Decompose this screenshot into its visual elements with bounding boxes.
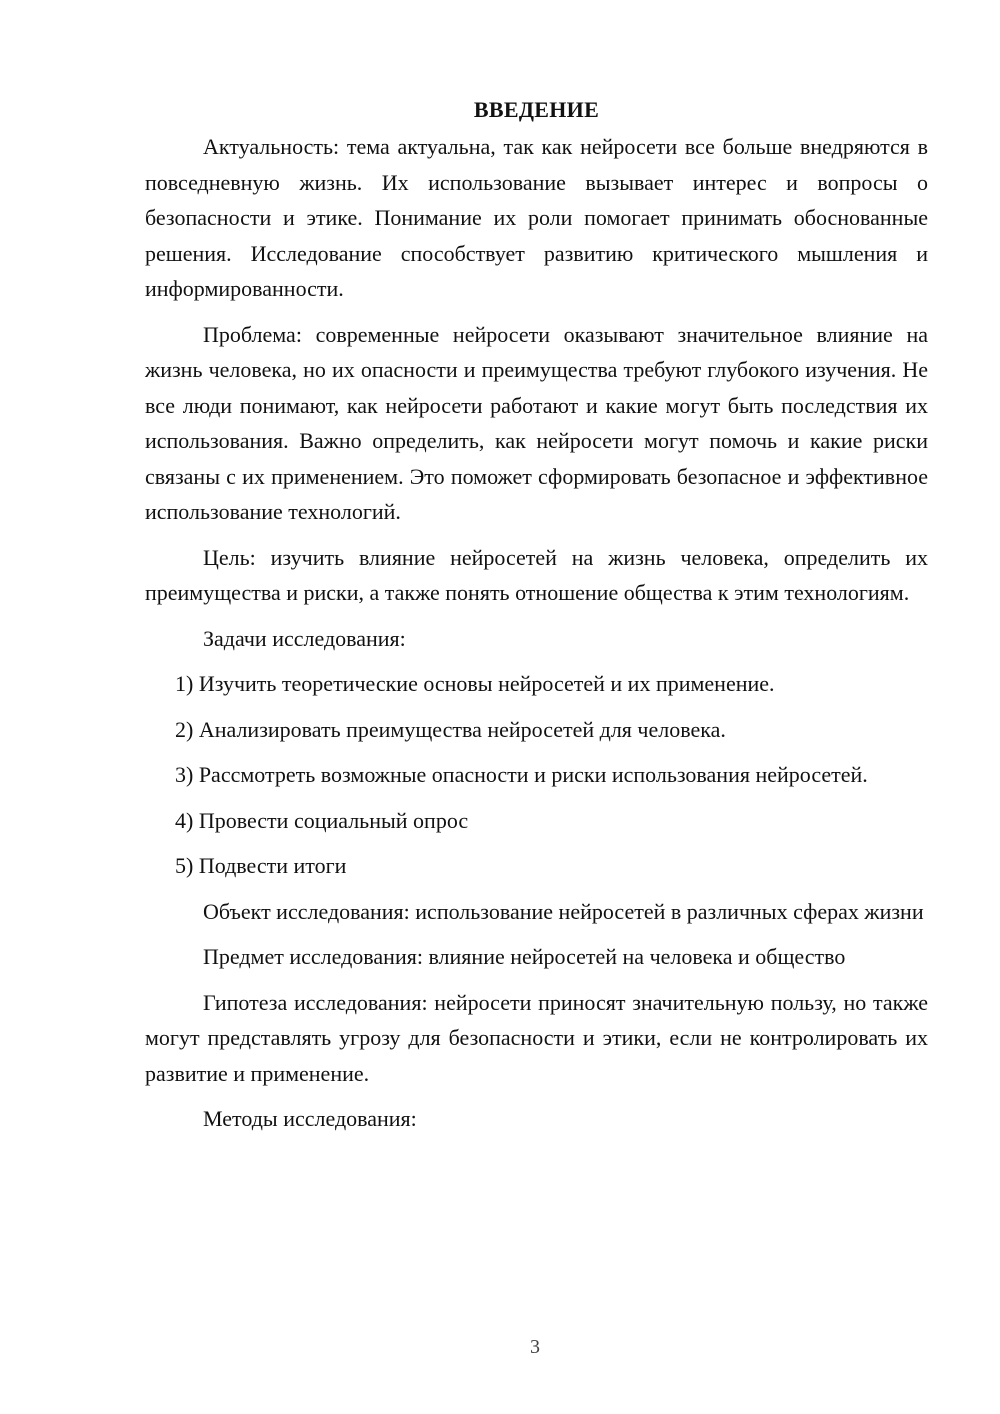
- page-number: 3: [530, 1336, 540, 1358]
- relevance-paragraph: Актуальность: тема актуальна, так как нейросети все больше внедряются в повседневную жизнь. Их использование вызывает интерес и вопросы о безопасности и этике. Понимание их роли помогает принимать обоснованные решения. Исследование способствует развитию критического мышления и информированности.: [145, 134, 928, 301]
- goal-paragraph: Цель: изучить влияние нейросетей на жизнь человека, определить их преимущества и риски, а также понять отношение общества к этим технологиям.: [145, 544, 928, 605]
- hypothesis-paragraph: Гипотеза исследования: нейросети приносят значительную пользу, но также могут представлять угрозу для безопасности и этики, если не контролировать их развитие и применение.: [145, 989, 928, 1086]
- task-item-3: 3) Рассмотреть возможные опасности и риски использования нейросетей.: [175, 762, 868, 787]
- problem-paragraph: Проблема: современные нейросети оказывают значительное влияние на жизнь человека, но их опасности и преимущества требуют глубокого изучения. Не все люди понимают, как нейросети работают и какие могут быть последствия их использования. Важно определить, как нейросети могут помочь и какие риски связаны с их применением. Это поможет сформировать безопасное и эффективное использование технологий.: [145, 321, 928, 524]
- task-item-4: 4) Провести социальный опрос: [175, 807, 469, 833]
- subject-paragraph: Предмет исследования: влияние нейросетей на человека и общество: [203, 944, 846, 969]
- document-page: [145, 92, 928, 1137]
- object-paragraph: Объект исследования: использование нейросетей в различных сферах жизни: [203, 898, 924, 924]
- task-item-2: 2) Анализировать преимущества нейросетей для человека.: [175, 716, 726, 742]
- task-item-5: 5) Подвести итоги: [175, 853, 347, 878]
- task-item-1: 1) Изучить теоретические основы нейросетей и их применение.: [175, 671, 775, 696]
- methods-heading: Методы исследования:: [203, 1106, 417, 1131]
- tasks-heading: Задачи исследования:: [203, 625, 406, 651]
- section-heading: ВВЕДЕНИЕ: [473, 97, 600, 122]
